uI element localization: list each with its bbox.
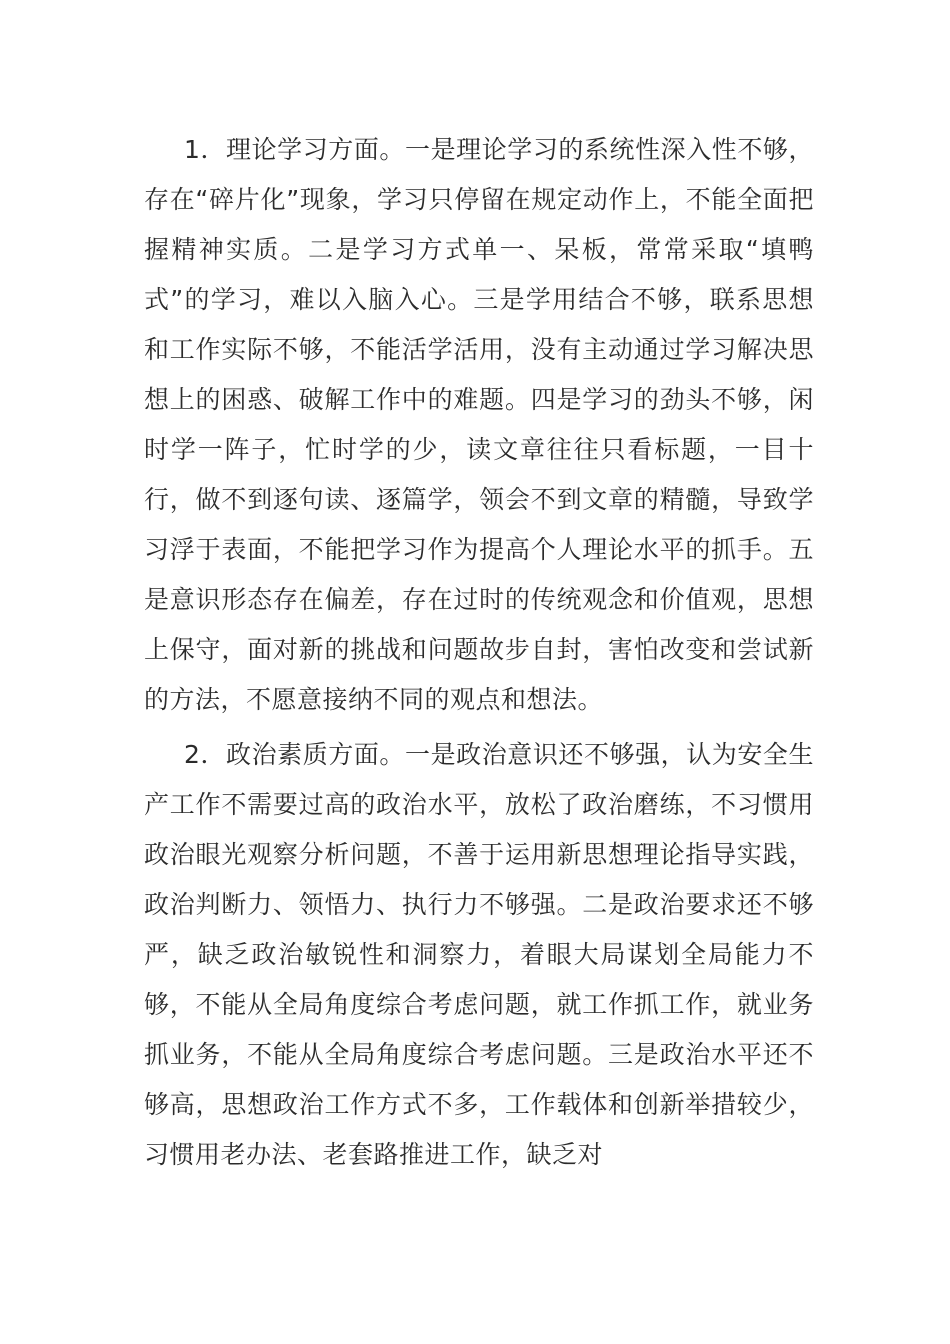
paragraph-political-quality: 2．政治素质方面。一是政治意识还不够强，认为安全生产工作不需要过高的政治水平，放松了政治磨练，不习惯用政治眼光观察分析问题，不善于运用新思想理论指导实践，政治判断力、领悟力、执行力不够强。二是政治要求还不够严，缺乏政治敏锐性和洞察力，着眼大局谋划全局能力不够，不能从全局角度综合考虑问题，就工作抓工作，就业务抓业务，不能从全局角度综合考虑问题。三是政治水平还不够高，思想政治工作方式不多，工作载体和创新举措较少，习惯用老办法、老套路推进工作，缺乏对 xyxy=(144,740,814,1169)
document-body xyxy=(144,125,814,1185)
paragraph-theory-study: 1．理论学习方面。一是理论学习的系统性深入性不够，存在“碎片化”现象，学习只停留在规定动作上，不能全面把握精神实质。二是学习方式单一、呆板，常常采取“填鸭式”的学习，难以入脑入心。三是学用结合不够，联系思想和工作实际不够，不能活学活用，没有主动通过学习解决思想上的困惑、破解工作中的难题。四是学习的劲头不够，闲时学一阵子，忙时学的少，读文章往往只看标题，一目十行，做不到逐句读、逐篇学，领会不到文章的精髓，导致学习浮于表面，不能把学习作为提高个人理论水平的抓手。五是意识形态存在偏差，存在过时的传统观念和价值观，思想上保守，面对新的挑战和问题故步自封，害怕改变和尝试新的方法，不愿意接纳不同的观点和想法。 xyxy=(144,135,814,714)
